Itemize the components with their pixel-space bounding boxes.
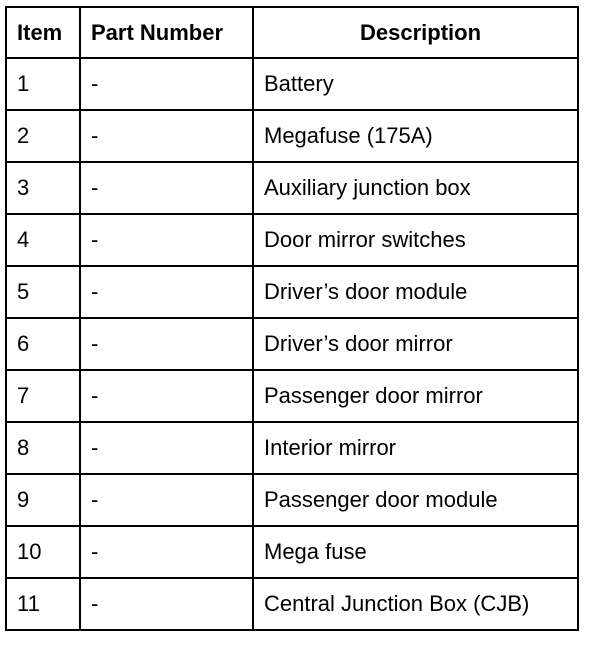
- cell-part-number: -: [80, 266, 253, 318]
- cell-description: Mega fuse: [253, 526, 578, 578]
- table-row: [6, 474, 578, 526]
- cell-item: 6: [6, 318, 80, 370]
- cell-part-number: -: [80, 578, 253, 630]
- cell-part-number: -: [80, 474, 253, 526]
- table-row: [6, 578, 578, 630]
- cell-description: Passenger door module: [253, 474, 578, 526]
- cell-part-number: -: [80, 318, 253, 370]
- cell-item: 5: [6, 266, 80, 318]
- cell-item: 4: [6, 214, 80, 266]
- cell-description: Driver’s door module: [253, 266, 578, 318]
- cell-description: Central Junction Box (CJB): [253, 578, 578, 630]
- table-row: [6, 266, 578, 318]
- cell-description: Megafuse (175A): [253, 110, 578, 162]
- cell-item: 2: [6, 110, 80, 162]
- cell-part-number: -: [80, 214, 253, 266]
- cell-item: 11: [6, 578, 80, 630]
- table-row: [6, 422, 578, 474]
- cell-description: Auxiliary junction box: [253, 162, 578, 214]
- parts-table: [5, 6, 579, 631]
- cell-description: Interior mirror: [253, 422, 578, 474]
- header-item: Item: [6, 7, 80, 58]
- cell-item: 1: [6, 58, 80, 110]
- cell-part-number: -: [80, 110, 253, 162]
- table-row: [6, 162, 578, 214]
- cell-part-number: -: [80, 370, 253, 422]
- table-row: [6, 58, 578, 110]
- cell-part-number: -: [80, 58, 253, 110]
- cell-description: Battery: [253, 58, 578, 110]
- table-row: [6, 370, 578, 422]
- table-row: [6, 318, 578, 370]
- cell-item: 8: [6, 422, 80, 474]
- cell-description: Door mirror switches: [253, 214, 578, 266]
- cell-part-number: -: [80, 422, 253, 474]
- table-row: [6, 214, 578, 266]
- cell-item: 9: [6, 474, 80, 526]
- table-row: [6, 526, 578, 578]
- table-row: [6, 110, 578, 162]
- cell-description: Driver’s door mirror: [253, 318, 578, 370]
- header-part-number: Part Number: [80, 7, 253, 58]
- cell-item: 7: [6, 370, 80, 422]
- cell-part-number: -: [80, 526, 253, 578]
- cell-item: 10: [6, 526, 80, 578]
- header-description: Description: [253, 7, 578, 58]
- cell-item: 3: [6, 162, 80, 214]
- cell-description: Passenger door mirror: [253, 370, 578, 422]
- header-row: [6, 7, 578, 58]
- cell-part-number: -: [80, 162, 253, 214]
